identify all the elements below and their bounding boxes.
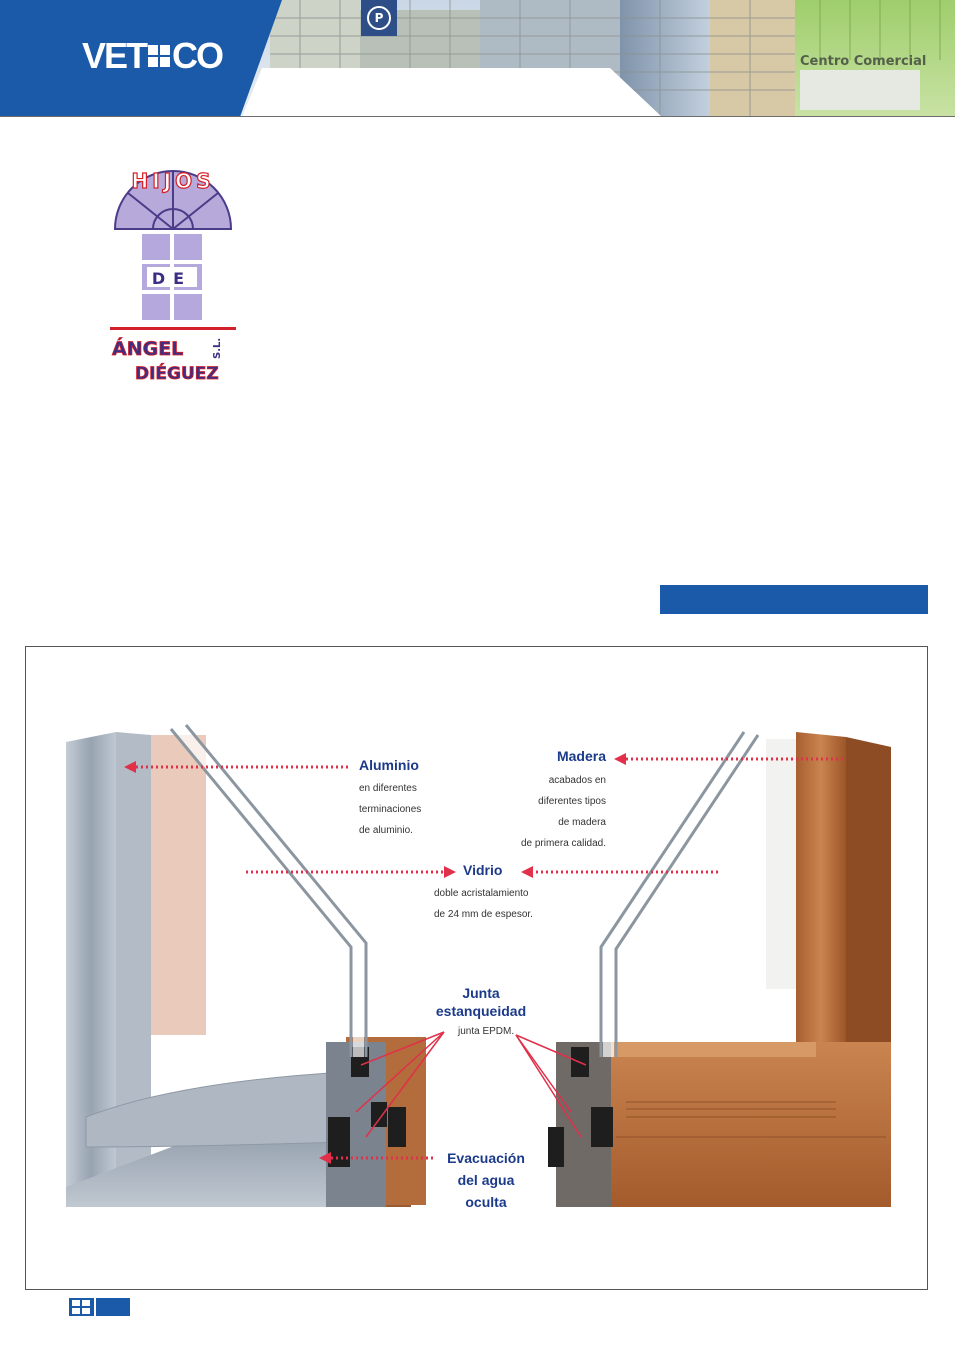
label-vidrio-title: Vidrio: [463, 862, 503, 878]
label-evacuacion-title: Evacuación del agua oculta: [447, 1150, 525, 1210]
company-logo: [108, 163, 238, 388]
logo-text-angel: ÁNGEL: [112, 338, 184, 360]
window-profile-figure: [25, 646, 928, 1290]
label-madera-title: Madera: [556, 748, 606, 764]
page-header: [0, 0, 955, 117]
label-vidrio-desc: doble acristalamiento de 24 mm de espesor.: [434, 888, 533, 920]
label-madera-desc: acabados en diferentes tipos de madera de primera calidad.: [520, 775, 606, 849]
label-junta-title: Junta estanqueidad: [435, 985, 527, 1019]
window-grid-icon: [72, 1300, 90, 1314]
section-title-bar: [660, 585, 928, 614]
window-grid-icon: [148, 45, 170, 67]
page-tab: [69, 1298, 130, 1316]
brand-logo-left: VET: [82, 35, 147, 76]
logo-text-de: DE: [151, 269, 193, 288]
logo-text-dieguez: DIÉGUEZ: [135, 364, 219, 384]
logo-text-sl: S.L.: [212, 337, 223, 359]
shopping-centre-sign: Centro Comercial: [800, 54, 927, 69]
parking-sign-icon: P: [361, 0, 397, 36]
label-junta-desc: junta EPDM.: [458, 1026, 515, 1037]
logo-text-hijos: HIJOS: [131, 169, 215, 193]
label-aluminio-desc: en diferentes terminaciones de aluminio.: [359, 783, 422, 836]
divider: [94, 1298, 96, 1316]
brand-logo: [82, 36, 222, 76]
label-aluminio-title: Aluminio: [359, 757, 419, 773]
brand-logo-right: CO: [172, 35, 223, 76]
